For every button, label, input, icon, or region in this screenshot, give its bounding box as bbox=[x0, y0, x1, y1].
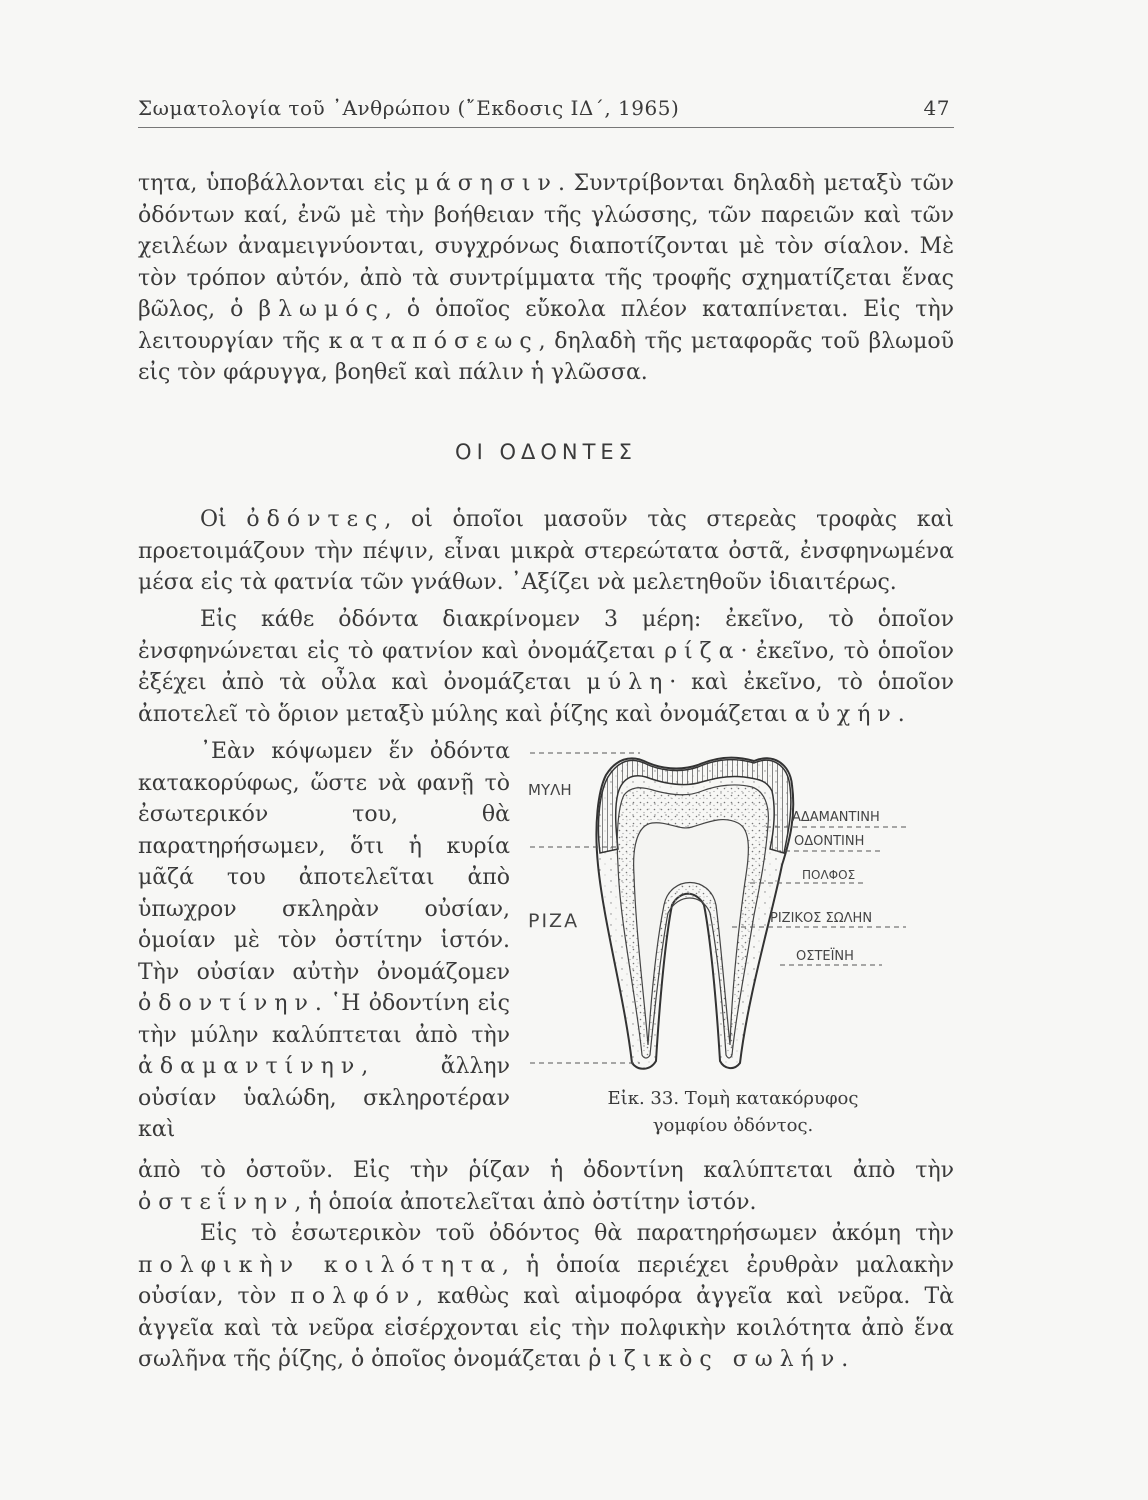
running-title: Σωματολογία τοῦ ᾿Ανθρώπου (῎Εκδοσις ΙΔ΄, 1965) bbox=[138, 96, 680, 120]
label-dentin: ΟΔΟΝΤΙΝΗ bbox=[794, 834, 865, 849]
intro-text-3: , ὁ ὁποῖος εὔκολα πλέον καταπίνεται. Εἰς τὴν λειτουργίαν τῆς bbox=[138, 297, 954, 354]
running-head bbox=[138, 96, 954, 120]
para1-text-b: , οἱ ὁποῖοι μασοῦν τὰς στερεὰς τροφὰς καὶ προετοιμάζουν τὴν πέψιν, εἶναι μικρὰ στερεώτατα ὀστᾶ, ἐνσφηνωμένα μέσα εἰς τὰ φατνία τῶν γνάθων. ᾿Αξίζει νὰ μελετηθοῦν ἰδιαιτέρως. bbox=[138, 507, 954, 595]
tooth-section-figure bbox=[520, 745, 950, 1075]
para2-text-a: Εἰς κάθε ὀδόντα διακρίνομεν 3 μέρη: ἐκεῖνο, τὸ ὁποῖον ἐνσφηνώνεται εἰς τὸ φατνίον καὶ ὀνομάζεται bbox=[138, 607, 954, 664]
label-cementum: ΟΣΤΕΪΝΗ bbox=[796, 949, 854, 964]
para3-text-c: , ἄλλην οὐσίαν ὑαλώδη, σκληροτέραν καὶ bbox=[138, 1054, 510, 1142]
term-adamantini: ἀδαμαντίνην bbox=[138, 1054, 362, 1079]
term-vlomos: βλωμός bbox=[258, 297, 385, 322]
label-crown: ΜΥΛΗ bbox=[528, 781, 572, 799]
para3-text-a: ᾿Εὰν κόψωμεν ἕν ὀδόντα κατακορύφως, ὥστε νὰ φανῇ τὸ ἐσωτερικόν του, θὰ παρατηρήσωμεν, ὅτι ἡ κυρία μᾶζά του ἀποτελεῖται ἀπὸ ὑπωχρον σκληρὰν οὐσίαν, ὁμοίαν μὲ τὸν ὀστίτην ἱστόν. Τὴν οὐσίαν αὐτὴν ὀνομάζομεν bbox=[138, 739, 510, 985]
term-kataposis: καταπόσεως bbox=[328, 328, 539, 354]
term-odontini: ὀδοντίνην bbox=[138, 991, 315, 1016]
para2-text-d: . bbox=[897, 701, 905, 727]
term-osteini: ὀστεΐνην bbox=[138, 1189, 295, 1215]
para2-text-c: · καὶ ἐκεῖνο, τὸ ὁποῖον ἀποτελεῖ τὸ ὅριον μεταξὺ μύλης καὶ ῥίζης καὶ ὀνομάζεται bbox=[138, 670, 954, 727]
label-enamel: ΑΔΑΜΑΝΤΙΝΗ bbox=[792, 810, 880, 825]
section-title: ΟΙ ΟΔΟΝΤΕΣ bbox=[455, 440, 637, 464]
para2-text-b: · ἐκεῖνο, τὸ ὁποῖον ἐξέχει ἀπὸ τὰ οὖλα καὶ ὀνομάζεται bbox=[138, 638, 954, 695]
paragraph-section-narrow bbox=[138, 736, 510, 1146]
term-masesis: μάσησιν bbox=[414, 171, 558, 196]
para3-cont-b: , ἡ ὁποία ἀποτελεῖται ἀπὸ ὀστίτην ἱστόν. bbox=[294, 1189, 757, 1215]
term-polfos: πολφόν bbox=[290, 1284, 417, 1309]
term-polfiki-koilotita: πολφικὴν κοιλότητα bbox=[138, 1252, 503, 1278]
para4-text-a: Εἰς τὸ ἐσωτερικὸν τοῦ ὀδόντος θὰ παρατηρήσωμεν ἀκόμη τὴν bbox=[200, 1221, 954, 1246]
para4-text-b: , ἡ ὁποία περιέχει ἐρυθρὰν μαλακὴν οὐσίαν, τὸν bbox=[138, 1252, 954, 1309]
intro-text-4: , δηλαδὴ τῆς μεταφορᾶς τοῦ βλωμοῦ εἰς τὸν φάρυγγα, βοηθεῖ καὶ πάλιν ἡ γλῶσσα. bbox=[138, 328, 954, 385]
figure-caption bbox=[548, 1085, 918, 1139]
para4-text-c: , καθὼς καὶ αἱμοφόρα ἀγγεῖα καὶ νεῦρα. Τὰ ἀγγεῖα καὶ τὰ νεῦρα εἰσέρχονται εἰς τὴν πολφικὴν κοιλότητα ἀπὸ ἕνα σωλῆνα τῆς ῥίζης, ὁ ὁποῖος ὀνομάζεται bbox=[138, 1284, 955, 1372]
term-afchin: αὐχήν bbox=[794, 701, 898, 727]
term-odontes: ὀδόντες bbox=[246, 507, 385, 532]
intro-text-2: . Συντρίβονται δηλαδὴ μεταξὺ τῶν ὀδόντων καί, ἐνῶ μὲ τὴν βοήθειαν τῆς γλώσσης, τῶν παρειῶν καὶ τῶν χειλέων ἀναμειγνύονται, συγχρόνως διαποτίζονται μὲ τὸν σίαλον. Μὲ τὸν τρόπον αὐτόν, ἀπὸ τὰ συντρίμματα τῆς τροφῆς σχηματίζεται ἕνας βῶλος, ὁ bbox=[138, 171, 955, 322]
para3-text-b: . ῾Η ὀδοντίνη εἰς τὴν μύλην καλύπτεται ἀπὸ τὴν bbox=[138, 991, 510, 1048]
paragraph-parts bbox=[138, 604, 954, 730]
label-pulp: ΠΟΛΦΟΣ bbox=[802, 868, 856, 882]
para4-text-d: . bbox=[841, 1347, 849, 1372]
term-rizikos-solin: ῥιζικὸς σωλήν bbox=[588, 1347, 842, 1372]
intro-paragraph bbox=[138, 168, 954, 389]
page-number: 47 bbox=[923, 96, 950, 120]
header-rule bbox=[138, 127, 954, 128]
caption-line-1: Εἰκ. 33. Τομὴ κατακόρυφος bbox=[607, 1088, 859, 1109]
paragraph-pulp bbox=[138, 1218, 954, 1376]
caption-line-2: γομφίου ὀδόντος. bbox=[652, 1115, 814, 1136]
paragraph-section-continued bbox=[138, 1155, 954, 1218]
label-root: ΡΙΖΑ bbox=[528, 910, 580, 932]
para3-cont-a: ἀπὸ τὸ ὀστοῦν. Εἰς τὴν ῥίζαν ἡ ὀδοντίνη καλύπτεται ἀπὸ τὴν bbox=[138, 1158, 954, 1183]
para1-text-a: Οἱ bbox=[200, 507, 247, 532]
term-riza: ρίζα bbox=[664, 638, 741, 664]
intro-text-1: τητα, ὑποβάλλονται εἰς bbox=[138, 171, 415, 196]
label-root-canal: ΡΙΖΙΚΟΣ ΣΩΛΗΝ bbox=[770, 911, 873, 926]
paragraph-odontes bbox=[138, 504, 954, 599]
pulp-cavity bbox=[634, 820, 749, 1045]
term-myli: μύλη bbox=[586, 670, 670, 695]
